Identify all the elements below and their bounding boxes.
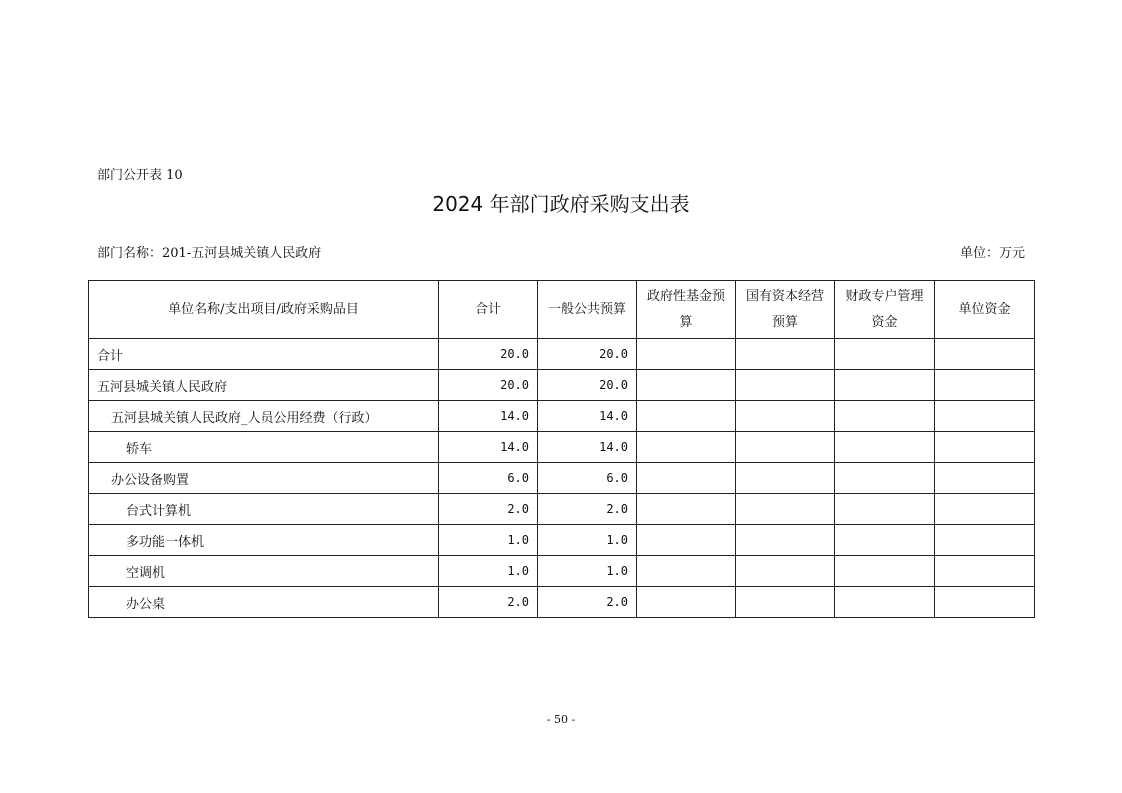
cell-general-budget: 1.0 [538,525,637,556]
cell-unit-funds [935,401,1035,432]
cell-state-capital-budget [736,339,835,370]
cell-state-capital-budget [736,525,835,556]
cell-special-account-funds [835,463,935,494]
procurement-expenditure-table [88,280,1035,618]
row-item-name: 台式计算机 [89,494,439,525]
row-item-name: 办公桌 [89,587,439,618]
cell-unit-funds [935,525,1035,556]
cell-government-fund-budget [637,401,736,432]
cell-general-budget: 2.0 [538,494,637,525]
page-number: - 50 - [546,713,576,726]
cell-state-capital-budget [736,556,835,587]
cell-total: 14.0 [439,432,538,463]
header-government-fund-budget: 政府性基金预算 [637,281,736,339]
cell-state-capital-budget [736,432,835,463]
cell-unit-funds [935,587,1035,618]
table-number-label: 部门公开表 10 [97,168,183,183]
cell-general-budget: 14.0 [538,401,637,432]
cell-government-fund-budget [637,494,736,525]
cell-special-account-funds [835,587,935,618]
cell-general-budget: 20.0 [538,370,637,401]
table-row [89,432,1035,463]
table-row [89,525,1035,556]
cell-total: 1.0 [439,525,538,556]
table-body [89,339,1035,618]
header-unit-funds: 单位资金 [935,281,1035,339]
cell-unit-funds [935,556,1035,587]
header-general-budget: 一般公共预算 [538,281,637,339]
row-item-name: 合计 [89,339,439,370]
cell-unit-funds [935,494,1035,525]
department-name-label: 部门名称：201-五河县城关镇人民政府 [97,246,322,261]
cell-total: 1.0 [439,556,538,587]
cell-general-budget: 14.0 [538,432,637,463]
table-header-row [89,281,1035,339]
cell-government-fund-budget [637,587,736,618]
cell-total: 20.0 [439,339,538,370]
cell-unit-funds [935,432,1035,463]
cell-total: 14.0 [439,401,538,432]
header-special-account-funds: 财政专户管理资金 [835,281,935,339]
cell-government-fund-budget [637,370,736,401]
cell-special-account-funds [835,370,935,401]
row-item-name: 办公设备购置 [89,463,439,494]
cell-general-budget: 20.0 [538,339,637,370]
cell-total: 2.0 [439,587,538,618]
row-item-name: 五河县城关镇人民政府 [89,370,439,401]
row-item-name: 多功能一体机 [89,525,439,556]
header-state-capital-budget: 国有资本经营预算 [736,281,835,339]
cell-state-capital-budget [736,401,835,432]
cell-total: 6.0 [439,463,538,494]
cell-unit-funds [935,339,1035,370]
cell-government-fund-budget [637,463,736,494]
table-row [89,587,1035,618]
cell-government-fund-budget [637,556,736,587]
header-name-column: 单位名称/支出项目/政府采购品目 [89,281,439,339]
cell-state-capital-budget [736,463,835,494]
cell-total: 2.0 [439,494,538,525]
cell-general-budget: 6.0 [538,463,637,494]
cell-state-capital-budget [736,494,835,525]
cell-government-fund-budget [637,525,736,556]
page-title: 2024 年部门政府采购支出表 [432,192,690,216]
cell-unit-funds [935,463,1035,494]
table-row [89,463,1035,494]
cell-special-account-funds [835,556,935,587]
row-item-name: 轿车 [89,432,439,463]
unit-label: 单位：万元 [959,246,1025,261]
cell-government-fund-budget [637,432,736,463]
header-total: 合计 [439,281,538,339]
table-row [89,370,1035,401]
row-item-name: 五河县城关镇人民政府_人员公用经费（行政） [89,401,439,432]
cell-total: 20.0 [439,370,538,401]
cell-special-account-funds [835,525,935,556]
cell-state-capital-budget [736,370,835,401]
cell-government-fund-budget [637,339,736,370]
cell-special-account-funds [835,494,935,525]
table-row [89,401,1035,432]
cell-state-capital-budget [736,587,835,618]
cell-unit-funds [935,370,1035,401]
table-row [89,494,1035,525]
cell-special-account-funds [835,432,935,463]
table-row [89,339,1035,370]
row-item-name: 空调机 [89,556,439,587]
cell-special-account-funds [835,339,935,370]
cell-general-budget: 1.0 [538,556,637,587]
cell-special-account-funds [835,401,935,432]
cell-general-budget: 2.0 [538,587,637,618]
table-row [89,556,1035,587]
